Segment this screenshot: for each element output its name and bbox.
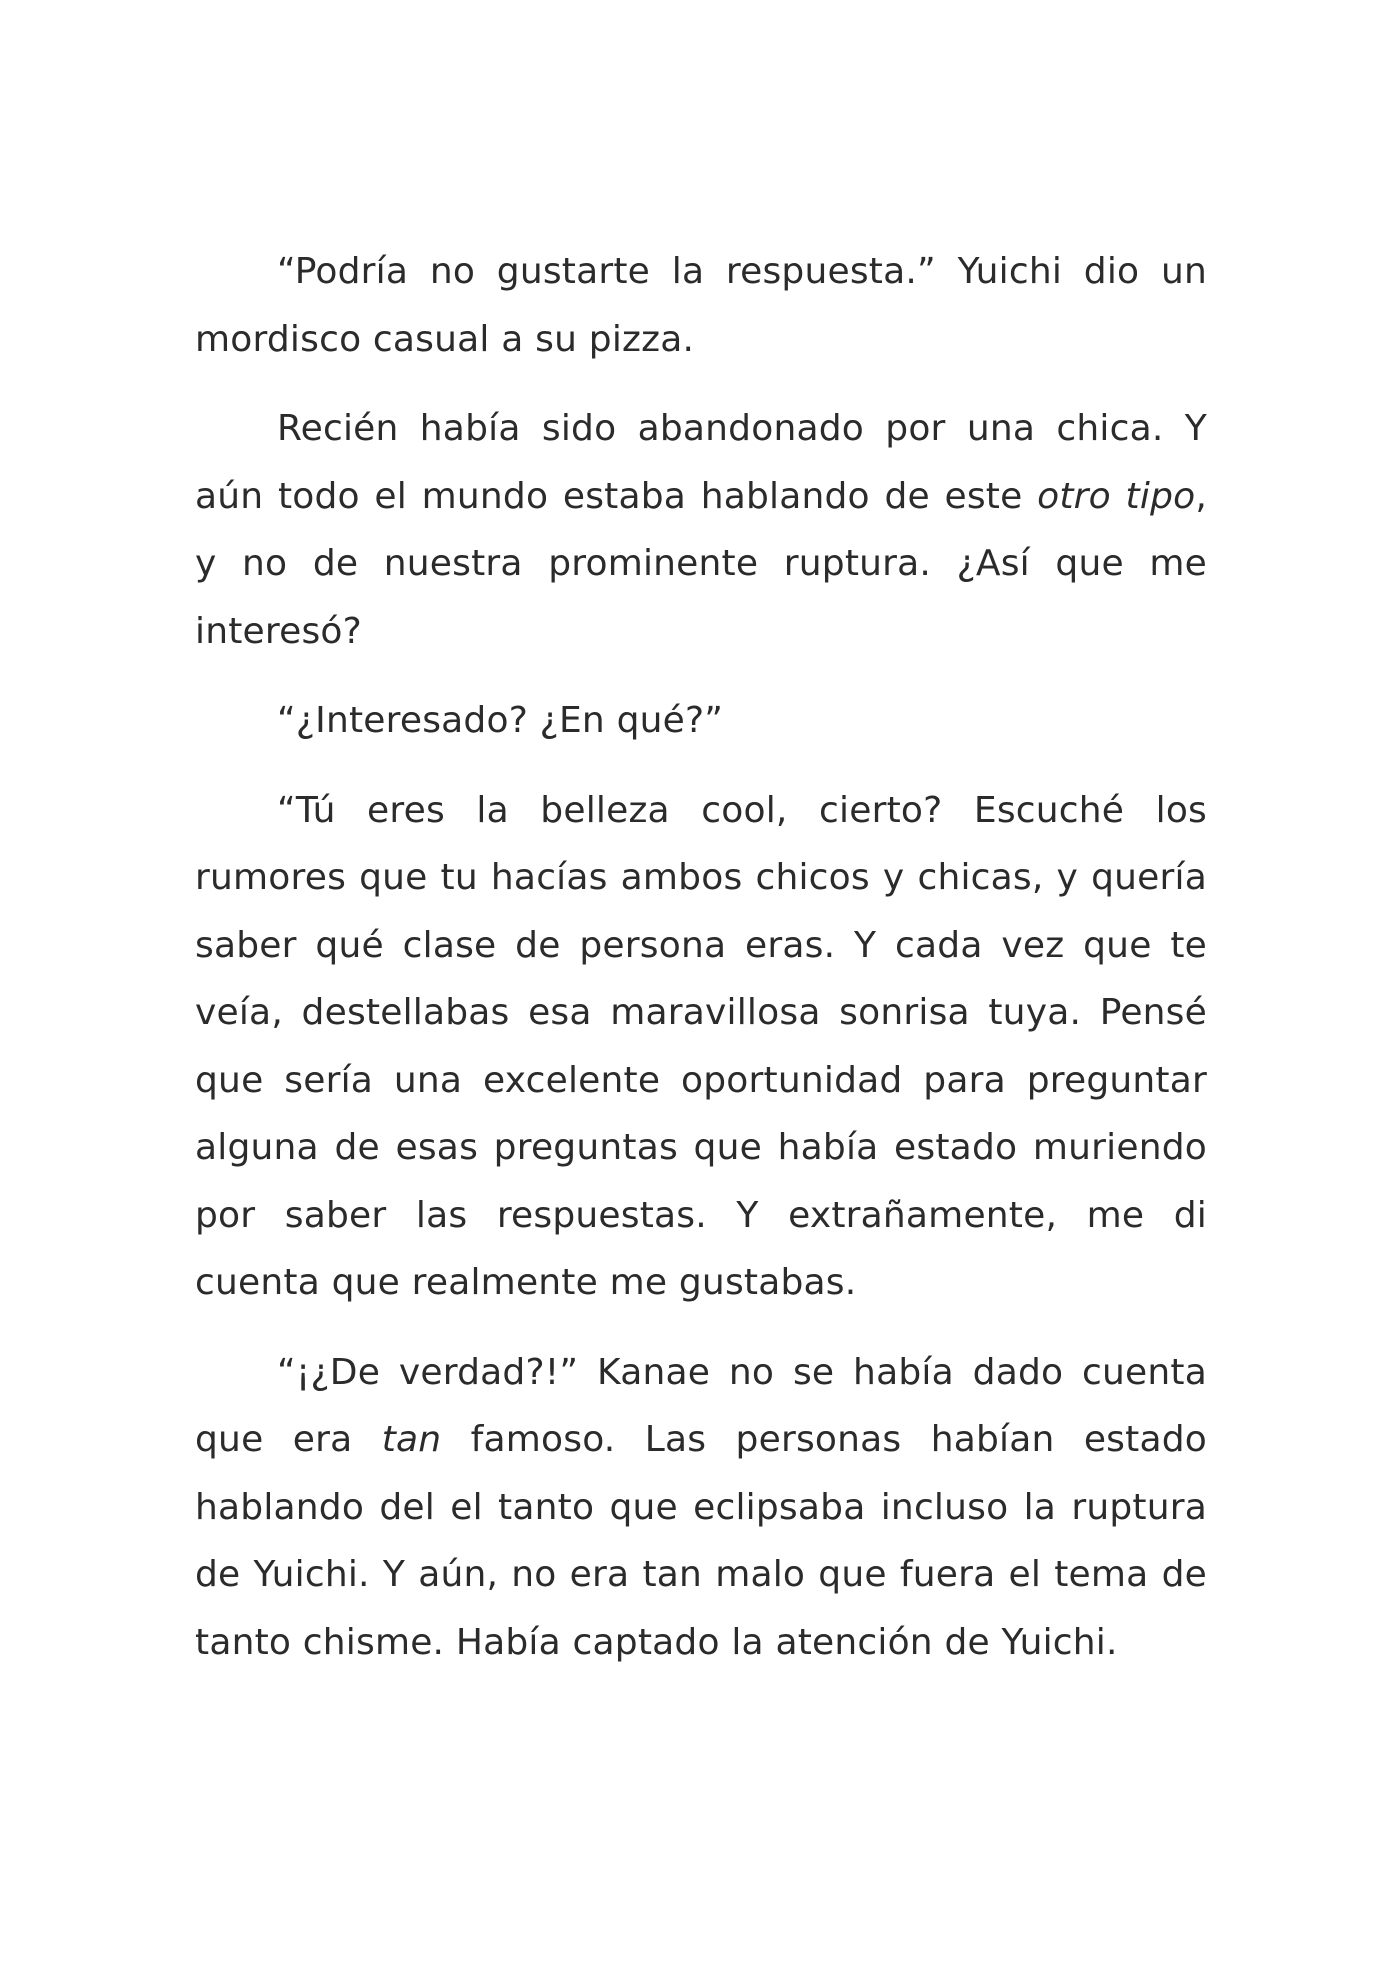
paragraph-1	[195, 238, 1207, 373]
paragraph-5-emphasis: tan	[381, 1419, 442, 1460]
paragraph-2-emphasis: otro tipo	[1037, 475, 1196, 517]
paragraph-3-text: “¿Interesado? ¿En qué?”	[277, 700, 724, 741]
paragraph-2-text-start: Recién había sido abandonado por una chica. Y aún todo el mundo estaba hablando de este	[195, 408, 1207, 517]
paragraph-5	[195, 1339, 1207, 1677]
paragraph-4-text: “Tú eres la belleza cool, cierto? Escuché los rumores que tu hacías ambos chicos y chicas, y quería saber qué clase de persona eras. Y cada vez que te veía, destellabas esa maravillosa sonrisa tuya. Pensé que sería una excelente oportunidad para preguntar alguna de esas preguntas que había estado muriendo por saber las respuestas. Y extrañamente, me di cuenta que realmente me gustabas.	[195, 789, 1207, 1303]
paragraph-3	[195, 687, 1207, 755]
body-text	[195, 238, 1207, 1676]
paragraph-2-text-end: , y no de nuestra prominente ruptura. ¿Así que me interesó?	[195, 475, 1207, 652]
paragraph-4	[195, 777, 1207, 1317]
paragraph-1-text: “Podría no gustarte la respuesta.” Yuichi dio un mordisco casual a su pizza.	[195, 251, 1207, 360]
paragraph-5-text-start: “¡¿De verdad?!” Kanae no se había dado cuenta que era	[195, 1351, 1207, 1460]
paragraph-2	[195, 395, 1207, 665]
paragraph-5-text-end: famoso. Las personas habían estado hablando del el tanto que eclipsaba incluso la ruptura de Yuichi. Y aún, no era tan malo que fuera el tema de tanto chisme. Había captado la atención de Yuichi.	[195, 1419, 1207, 1663]
